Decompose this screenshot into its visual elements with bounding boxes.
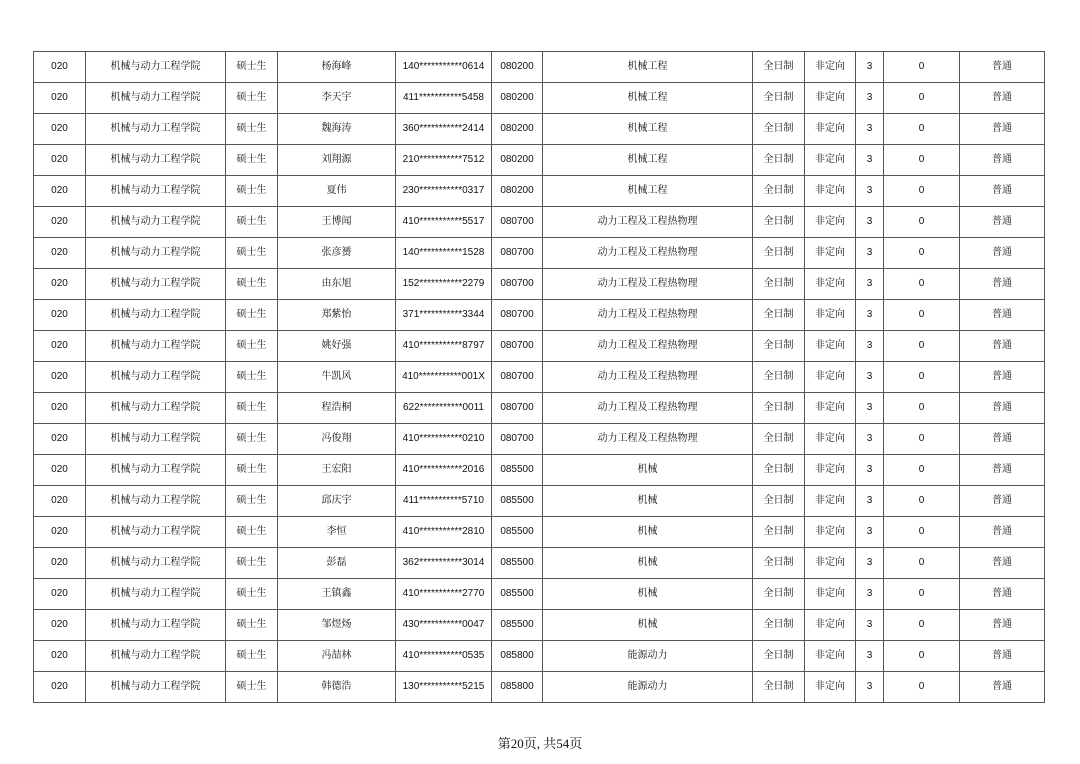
orientation-cell: 非定向 xyxy=(805,486,856,517)
study-mode-cell: 全日制 xyxy=(753,393,805,424)
study-mode-cell: 全日制 xyxy=(753,579,805,610)
fee-cell: 0 xyxy=(884,641,960,672)
college-code-cell: 020 xyxy=(34,672,86,703)
category-cell: 普通 xyxy=(960,455,1045,486)
college-name-cell: 机械与动力工程学院 xyxy=(86,207,226,238)
study-mode-cell: 全日制 xyxy=(753,424,805,455)
college-code-cell: 020 xyxy=(34,176,86,207)
degree-level-cell: 硕士生 xyxy=(226,393,278,424)
table-row xyxy=(34,393,1045,424)
college-code-cell: 020 xyxy=(34,52,86,83)
degree-level-cell: 硕士生 xyxy=(226,486,278,517)
fee-cell: 0 xyxy=(884,145,960,176)
major-code-cell: 085500 xyxy=(492,455,543,486)
table-row xyxy=(34,486,1045,517)
student-name-cell: 夏伟 xyxy=(278,176,396,207)
fee-cell: 0 xyxy=(884,269,960,300)
college-code-cell: 020 xyxy=(34,455,86,486)
table-row xyxy=(34,672,1045,703)
major-name-cell: 动力工程及工程热物理 xyxy=(543,269,753,300)
page-number: 第20页, 共54页 xyxy=(497,736,583,751)
major-name-cell: 动力工程及工程热物理 xyxy=(543,362,753,393)
college-name-cell: 机械与动力工程学院 xyxy=(86,83,226,114)
major-name-cell: 机械 xyxy=(543,455,753,486)
id-number-cell: 140***********1528 xyxy=(396,238,492,269)
orientation-cell: 非定向 xyxy=(805,393,856,424)
student-name-cell: 李恒 xyxy=(278,517,396,548)
student-name-cell: 魏海涛 xyxy=(278,114,396,145)
major-code-cell: 080700 xyxy=(492,331,543,362)
category-cell: 普通 xyxy=(960,486,1045,517)
student-name-cell: 由东旭 xyxy=(278,269,396,300)
major-name-cell: 机械工程 xyxy=(543,176,753,207)
student-name-cell: 冯俊翔 xyxy=(278,424,396,455)
table-row xyxy=(34,207,1045,238)
major-code-cell: 080200 xyxy=(492,145,543,176)
college-name-cell: 机械与动力工程学院 xyxy=(86,610,226,641)
fee-cell: 0 xyxy=(884,331,960,362)
student-name-cell: 刘翔源 xyxy=(278,145,396,176)
fee-cell: 0 xyxy=(884,672,960,703)
major-code-cell: 080200 xyxy=(492,83,543,114)
id-number-cell: 130***********5215 xyxy=(396,672,492,703)
major-code-cell: 085500 xyxy=(492,579,543,610)
study-mode-cell: 全日制 xyxy=(753,238,805,269)
college-name-cell: 机械与动力工程学院 xyxy=(86,300,226,331)
college-name-cell: 机械与动力工程学院 xyxy=(86,517,226,548)
fee-cell: 0 xyxy=(884,486,960,517)
category-cell: 普通 xyxy=(960,424,1045,455)
college-code-cell: 020 xyxy=(34,362,86,393)
table-row xyxy=(34,455,1045,486)
duration-cell: 3 xyxy=(856,579,884,610)
category-cell: 普通 xyxy=(960,83,1045,114)
duration-cell: 3 xyxy=(856,300,884,331)
college-code-cell: 020 xyxy=(34,579,86,610)
college-code-cell: 020 xyxy=(34,145,86,176)
student-name-cell: 郑紫怡 xyxy=(278,300,396,331)
category-cell: 普通 xyxy=(960,579,1045,610)
category-cell: 普通 xyxy=(960,393,1045,424)
student-name-cell: 王博闻 xyxy=(278,207,396,238)
degree-level-cell: 硕士生 xyxy=(226,517,278,548)
study-mode-cell: 全日制 xyxy=(753,548,805,579)
major-name-cell: 机械工程 xyxy=(543,114,753,145)
table-row xyxy=(34,269,1045,300)
duration-cell: 3 xyxy=(856,207,884,238)
major-name-cell: 能源动力 xyxy=(543,641,753,672)
roster-body xyxy=(34,52,1045,703)
major-name-cell: 动力工程及工程热物理 xyxy=(543,207,753,238)
major-name-cell: 机械工程 xyxy=(543,83,753,114)
category-cell: 普通 xyxy=(960,300,1045,331)
category-cell: 普通 xyxy=(960,269,1045,300)
id-number-cell: 362***********3014 xyxy=(396,548,492,579)
duration-cell: 3 xyxy=(856,238,884,269)
degree-level-cell: 硕士生 xyxy=(226,207,278,238)
major-code-cell: 085500 xyxy=(492,486,543,517)
fee-cell: 0 xyxy=(884,207,960,238)
college-code-cell: 020 xyxy=(34,486,86,517)
duration-cell: 3 xyxy=(856,455,884,486)
orientation-cell: 非定向 xyxy=(805,114,856,145)
orientation-cell: 非定向 xyxy=(805,517,856,548)
fee-cell: 0 xyxy=(884,455,960,486)
orientation-cell: 非定向 xyxy=(805,548,856,579)
category-cell: 普通 xyxy=(960,610,1045,641)
category-cell: 普通 xyxy=(960,641,1045,672)
orientation-cell: 非定向 xyxy=(805,207,856,238)
table-row xyxy=(34,238,1045,269)
major-code-cell: 085500 xyxy=(492,517,543,548)
college-code-cell: 020 xyxy=(34,331,86,362)
major-name-cell: 动力工程及工程热物理 xyxy=(543,238,753,269)
duration-cell: 3 xyxy=(856,331,884,362)
major-code-cell: 080700 xyxy=(492,207,543,238)
college-code-cell: 020 xyxy=(34,83,86,114)
table-row xyxy=(34,114,1045,145)
id-number-cell: 410***********2770 xyxy=(396,579,492,610)
id-number-cell: 411***********5710 xyxy=(396,486,492,517)
student-name-cell: 程浩桐 xyxy=(278,393,396,424)
id-number-cell: 371***********3344 xyxy=(396,300,492,331)
college-name-cell: 机械与动力工程学院 xyxy=(86,579,226,610)
degree-level-cell: 硕士生 xyxy=(226,145,278,176)
orientation-cell: 非定向 xyxy=(805,52,856,83)
duration-cell: 3 xyxy=(856,672,884,703)
study-mode-cell: 全日制 xyxy=(753,672,805,703)
college-name-cell: 机械与动力工程学院 xyxy=(86,393,226,424)
orientation-cell: 非定向 xyxy=(805,362,856,393)
major-code-cell: 080700 xyxy=(492,393,543,424)
degree-level-cell: 硕士生 xyxy=(226,114,278,145)
student-name-cell: 冯喆林 xyxy=(278,641,396,672)
fee-cell: 0 xyxy=(884,393,960,424)
orientation-cell: 非定向 xyxy=(805,424,856,455)
orientation-cell: 非定向 xyxy=(805,641,856,672)
study-mode-cell: 全日制 xyxy=(753,641,805,672)
degree-level-cell: 硕士生 xyxy=(226,641,278,672)
student-name-cell: 王镇鑫 xyxy=(278,579,396,610)
duration-cell: 3 xyxy=(856,641,884,672)
id-number-cell: 430***********0047 xyxy=(396,610,492,641)
orientation-cell: 非定向 xyxy=(805,145,856,176)
major-name-cell: 机械 xyxy=(543,486,753,517)
fee-cell: 0 xyxy=(884,362,960,393)
table-row xyxy=(34,83,1045,114)
study-mode-cell: 全日制 xyxy=(753,300,805,331)
category-cell: 普通 xyxy=(960,176,1045,207)
major-name-cell: 机械 xyxy=(543,610,753,641)
fee-cell: 0 xyxy=(884,114,960,145)
duration-cell: 3 xyxy=(856,424,884,455)
study-mode-cell: 全日制 xyxy=(753,517,805,548)
degree-level-cell: 硕士生 xyxy=(226,362,278,393)
fee-cell: 0 xyxy=(884,579,960,610)
college-code-cell: 020 xyxy=(34,207,86,238)
fee-cell: 0 xyxy=(884,238,960,269)
college-name-cell: 机械与动力工程学院 xyxy=(86,672,226,703)
student-name-cell: 牛凯风 xyxy=(278,362,396,393)
student-name-cell: 张彦赟 xyxy=(278,238,396,269)
fee-cell: 0 xyxy=(884,176,960,207)
study-mode-cell: 全日制 xyxy=(753,145,805,176)
study-mode-cell: 全日制 xyxy=(753,269,805,300)
orientation-cell: 非定向 xyxy=(805,300,856,331)
major-code-cell: 080200 xyxy=(492,52,543,83)
degree-level-cell: 硕士生 xyxy=(226,300,278,331)
college-code-cell: 020 xyxy=(34,517,86,548)
duration-cell: 3 xyxy=(856,362,884,393)
duration-cell: 3 xyxy=(856,393,884,424)
college-name-cell: 机械与动力工程学院 xyxy=(86,548,226,579)
id-number-cell: 230***********0317 xyxy=(396,176,492,207)
study-mode-cell: 全日制 xyxy=(753,114,805,145)
degree-level-cell: 硕士生 xyxy=(226,672,278,703)
major-code-cell: 080200 xyxy=(492,114,543,145)
major-code-cell: 080700 xyxy=(492,269,543,300)
degree-level-cell: 硕士生 xyxy=(226,548,278,579)
id-number-cell: 410***********0535 xyxy=(396,641,492,672)
college-name-cell: 机械与动力工程学院 xyxy=(86,114,226,145)
id-number-cell: 622***********0011 xyxy=(396,393,492,424)
degree-level-cell: 硕士生 xyxy=(226,238,278,269)
orientation-cell: 非定向 xyxy=(805,455,856,486)
major-code-cell: 080700 xyxy=(492,300,543,331)
category-cell: 普通 xyxy=(960,52,1045,83)
major-name-cell: 动力工程及工程热物理 xyxy=(543,331,753,362)
college-name-cell: 机械与动力工程学院 xyxy=(86,331,226,362)
major-code-cell: 085800 xyxy=(492,672,543,703)
table-row xyxy=(34,300,1045,331)
orientation-cell: 非定向 xyxy=(805,83,856,114)
fee-cell: 0 xyxy=(884,300,960,331)
major-code-cell: 085500 xyxy=(492,610,543,641)
college-code-cell: 020 xyxy=(34,548,86,579)
table-row xyxy=(34,176,1045,207)
table-row xyxy=(34,517,1045,548)
table-row xyxy=(34,331,1045,362)
id-number-cell: 410***********0210 xyxy=(396,424,492,455)
degree-level-cell: 硕士生 xyxy=(226,579,278,610)
duration-cell: 3 xyxy=(856,83,884,114)
college-code-cell: 020 xyxy=(34,424,86,455)
orientation-cell: 非定向 xyxy=(805,331,856,362)
college-code-cell: 020 xyxy=(34,114,86,145)
college-name-cell: 机械与动力工程学院 xyxy=(86,486,226,517)
fee-cell: 0 xyxy=(884,517,960,548)
major-name-cell: 机械工程 xyxy=(543,52,753,83)
degree-level-cell: 硕士生 xyxy=(226,83,278,114)
fee-cell: 0 xyxy=(884,548,960,579)
major-name-cell: 机械 xyxy=(543,517,753,548)
id-number-cell: 410***********2810 xyxy=(396,517,492,548)
table-row xyxy=(34,610,1045,641)
student-name-cell: 邱庆宇 xyxy=(278,486,396,517)
degree-level-cell: 硕士生 xyxy=(226,52,278,83)
study-mode-cell: 全日制 xyxy=(753,207,805,238)
college-code-cell: 020 xyxy=(34,610,86,641)
study-mode-cell: 全日制 xyxy=(753,83,805,114)
category-cell: 普通 xyxy=(960,238,1045,269)
table-row xyxy=(34,52,1045,83)
id-number-cell: 411***********5458 xyxy=(396,83,492,114)
major-name-cell: 能源动力 xyxy=(543,672,753,703)
orientation-cell: 非定向 xyxy=(805,238,856,269)
id-number-cell: 360***********2414 xyxy=(396,114,492,145)
college-name-cell: 机械与动力工程学院 xyxy=(86,269,226,300)
student-name-cell: 王宏阳 xyxy=(278,455,396,486)
college-code-cell: 020 xyxy=(34,641,86,672)
major-code-cell: 080700 xyxy=(492,424,543,455)
id-number-cell: 410***********5517 xyxy=(396,207,492,238)
student-name-cell: 姚好强 xyxy=(278,331,396,362)
college-name-cell: 机械与动力工程学院 xyxy=(86,52,226,83)
id-number-cell: 410***********8797 xyxy=(396,331,492,362)
id-number-cell: 210***********7512 xyxy=(396,145,492,176)
major-name-cell: 机械工程 xyxy=(543,145,753,176)
orientation-cell: 非定向 xyxy=(805,672,856,703)
college-name-cell: 机械与动力工程学院 xyxy=(86,238,226,269)
duration-cell: 3 xyxy=(856,610,884,641)
table-row xyxy=(34,641,1045,672)
duration-cell: 3 xyxy=(856,145,884,176)
duration-cell: 3 xyxy=(856,486,884,517)
duration-cell: 3 xyxy=(856,269,884,300)
college-code-cell: 020 xyxy=(34,269,86,300)
table-row xyxy=(34,362,1045,393)
study-mode-cell: 全日制 xyxy=(753,455,805,486)
category-cell: 普通 xyxy=(960,145,1045,176)
student-name-cell: 李天宇 xyxy=(278,83,396,114)
degree-level-cell: 硕士生 xyxy=(226,176,278,207)
college-name-cell: 机械与动力工程学院 xyxy=(86,145,226,176)
college-name-cell: 机械与动力工程学院 xyxy=(86,455,226,486)
major-name-cell: 机械 xyxy=(543,579,753,610)
degree-level-cell: 硕士生 xyxy=(226,424,278,455)
duration-cell: 3 xyxy=(856,517,884,548)
major-code-cell: 080700 xyxy=(492,362,543,393)
table-row xyxy=(34,548,1045,579)
id-number-cell: 410***********2016 xyxy=(396,455,492,486)
fee-cell: 0 xyxy=(884,424,960,455)
study-mode-cell: 全日制 xyxy=(753,331,805,362)
id-number-cell: 152***********2279 xyxy=(396,269,492,300)
major-name-cell: 机械 xyxy=(543,548,753,579)
student-name-cell: 彭磊 xyxy=(278,548,396,579)
study-mode-cell: 全日制 xyxy=(753,52,805,83)
table-row xyxy=(34,579,1045,610)
fee-cell: 0 xyxy=(884,52,960,83)
college-code-cell: 020 xyxy=(34,238,86,269)
fee-cell: 0 xyxy=(884,610,960,641)
major-name-cell: 动力工程及工程热物理 xyxy=(543,393,753,424)
orientation-cell: 非定向 xyxy=(805,176,856,207)
student-roster-table xyxy=(33,51,1045,703)
student-name-cell: 杨海峰 xyxy=(278,52,396,83)
orientation-cell: 非定向 xyxy=(805,579,856,610)
college-name-cell: 机械与动力工程学院 xyxy=(86,641,226,672)
fee-cell: 0 xyxy=(884,83,960,114)
major-name-cell: 动力工程及工程热物理 xyxy=(543,300,753,331)
college-name-cell: 机械与动力工程学院 xyxy=(86,176,226,207)
category-cell: 普通 xyxy=(960,517,1045,548)
degree-level-cell: 硕士生 xyxy=(226,269,278,300)
degree-level-cell: 硕士生 xyxy=(226,331,278,362)
study-mode-cell: 全日制 xyxy=(753,362,805,393)
table-row xyxy=(34,145,1045,176)
major-name-cell: 动力工程及工程热物理 xyxy=(543,424,753,455)
orientation-cell: 非定向 xyxy=(805,610,856,641)
study-mode-cell: 全日制 xyxy=(753,610,805,641)
college-code-cell: 020 xyxy=(34,300,86,331)
major-code-cell: 085500 xyxy=(492,548,543,579)
college-name-cell: 机械与动力工程学院 xyxy=(86,424,226,455)
duration-cell: 3 xyxy=(856,52,884,83)
duration-cell: 3 xyxy=(856,114,884,145)
category-cell: 普通 xyxy=(960,331,1045,362)
major-code-cell: 085800 xyxy=(492,641,543,672)
category-cell: 普通 xyxy=(960,114,1045,145)
duration-cell: 3 xyxy=(856,176,884,207)
major-code-cell: 080200 xyxy=(492,176,543,207)
id-number-cell: 140***********0614 xyxy=(396,52,492,83)
duration-cell: 3 xyxy=(856,548,884,579)
study-mode-cell: 全日制 xyxy=(753,176,805,207)
college-name-cell: 机械与动力工程学院 xyxy=(86,362,226,393)
college-code-cell: 020 xyxy=(34,393,86,424)
category-cell: 普通 xyxy=(960,672,1045,703)
category-cell: 普通 xyxy=(960,362,1045,393)
table-row xyxy=(34,424,1045,455)
orientation-cell: 非定向 xyxy=(805,269,856,300)
category-cell: 普通 xyxy=(960,207,1045,238)
study-mode-cell: 全日制 xyxy=(753,486,805,517)
student-name-cell: 韩德浩 xyxy=(278,672,396,703)
degree-level-cell: 硕士生 xyxy=(226,455,278,486)
id-number-cell: 410***********001X xyxy=(396,362,492,393)
major-code-cell: 080700 xyxy=(492,238,543,269)
category-cell: 普通 xyxy=(960,548,1045,579)
degree-level-cell: 硕士生 xyxy=(226,610,278,641)
student-name-cell: 邹煜炀 xyxy=(278,610,396,641)
